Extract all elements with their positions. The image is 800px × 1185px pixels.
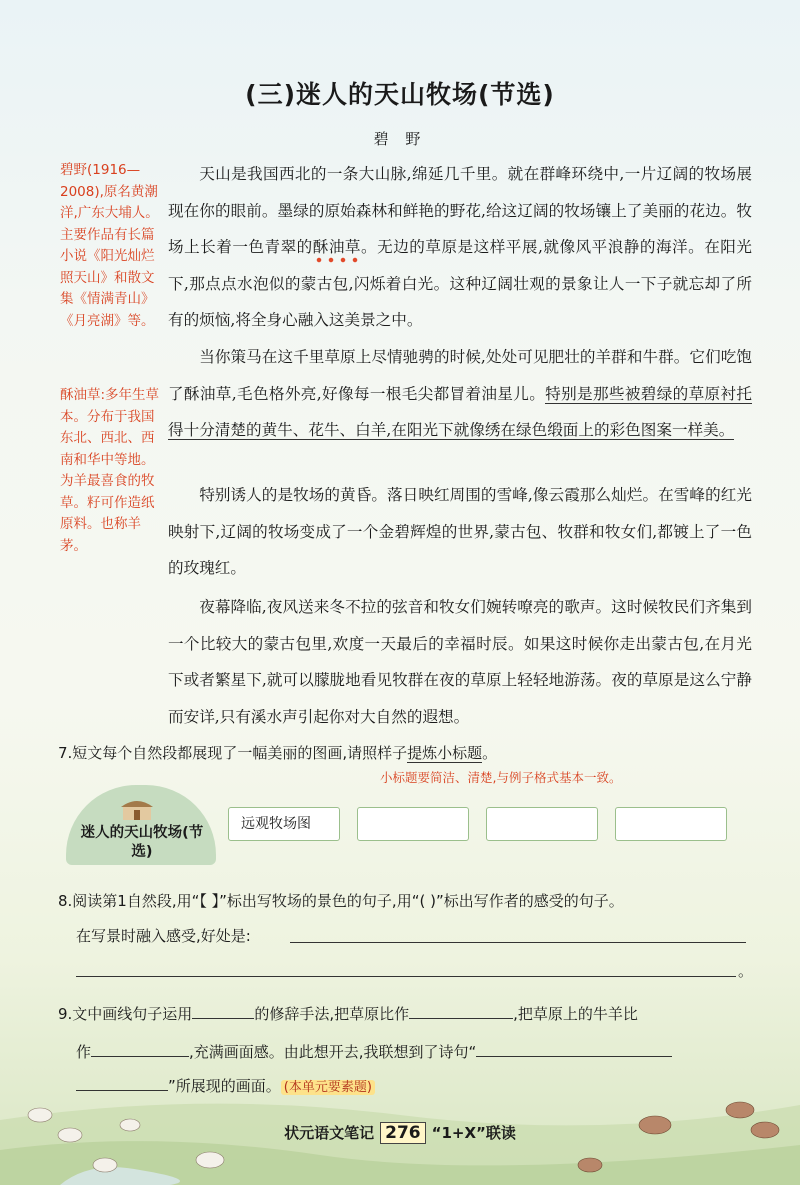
answer-box-3[interactable] bbox=[486, 807, 598, 841]
paragraph-2: 当你策马在这千里草原上尽情驰骋的时候,处处可见肥壮的羊群和牛群。它们吃饱了酥油草,毛色格外亮,好像每一根毛尖都冒着油星儿。特别是那些被碧绿的草原衬托得十分清楚的黄牛、花牛、白羊,在阳光下就像绣在绿色缎面上的彩色图案一样美。 bbox=[168, 348, 752, 439]
answer-box-4[interactable] bbox=[615, 807, 727, 841]
period: 。 bbox=[738, 962, 754, 980]
paragraph-4: 夜幕降临,夜风送来冬不拉的弦音和牧女们婉转嘹亮的歌声。这时候牧民们齐集到一个比较大的蒙古包里,欢度一天最后的幸福时辰。如果这时候你走出蒙古包,在月光下或者繁星下,就可以朦胧地看见牧群在夜的草原上轻轻地游荡。夜的草原是这么宁静而安详,只有溪水声引起你对大自然的遐想。 bbox=[168, 598, 752, 726]
blank-cattle[interactable] bbox=[91, 1041, 189, 1057]
question-8: 8.阅读第1自然段,用“【 】”标出写牧场的景色的句子,用“( )”标出写作者的感受的句子。 bbox=[58, 892, 624, 910]
author: 碧 野 bbox=[373, 130, 427, 148]
answer-line[interactable] bbox=[290, 942, 746, 943]
emphasis-word: 酥油草 bbox=[313, 238, 361, 263]
author-note: 碧野(1916—2008),原名黄潮洋,广东大埔人。主要作品有长篇小说《阳光灿烂照天山》和散文集《情满青山》《月亮湖》等。 bbox=[60, 162, 159, 329]
example-title-box: 远观牧场图 bbox=[228, 807, 340, 841]
page-footer: 状元语文笔记 276 “1+X”联读 bbox=[284, 1123, 516, 1143]
answer-box-2[interactable] bbox=[357, 807, 469, 841]
question-7-hint: 小标题要简洁、清楚,与例子格式基本一致。 bbox=[380, 770, 622, 785]
theme-card-label: 迷人的天山牧场(节选) bbox=[80, 825, 204, 860]
answer-line[interactable] bbox=[76, 976, 736, 977]
question-8-prompt: 在写景时融入感受,好处是: bbox=[76, 927, 251, 945]
yurt-icon bbox=[118, 795, 156, 821]
question-9: 9.文中画线句子运用 的修辞手法,把草原比作 ,把草原上的牛羊比 bbox=[58, 1005, 638, 1023]
paragraph-3: 特别诱人的是牧场的黄昏。落日映红周围的雪峰,像云霞那么灿烂。在雪峰的红光映射下,辽阔的牧场变成了一个金碧辉煌的世界,蒙古包、牧群和牧女们,都镀上了一色的玫瑰红。 bbox=[168, 486, 752, 577]
page-number: 276 bbox=[380, 1122, 426, 1144]
paragraph-1: 天山是我国西北的一条大山脉,绵延几千里。就在群峰环绕中,一片辽阔的牧场展现在你的眼前。墨绿的原始森林和鲜艳的野花,给这辽阔的牧场镶上了美丽的花边。牧场上长着一色青翠的酥油草。无边的草原是这样平展,就像风平浪静的海洋。在阳光下,那点点水泡似的蒙古包,闪烁着白光。这种辽阔壮观的景象让人一下子就忘却了所有的烦恼,将全身心融入这美景之中。 bbox=[168, 165, 752, 329]
blank-grassland[interactable] bbox=[409, 1003, 513, 1019]
blank-poem[interactable] bbox=[476, 1041, 672, 1057]
question-7: 7.短文每个自然段都展现了一幅美丽的图画,请照样子提炼小标题。 bbox=[58, 744, 498, 762]
question-9-line-2: 作 ,充满画面感。由此想开去,我联想到了诗句“ bbox=[76, 1041, 672, 1062]
word-note: 酥油草:多年生草本。分布于我国东北、西北、西南和华中等地。为羊最喜食的牧草。籽可作造纸原料。也称羊茅。 bbox=[60, 387, 160, 554]
page-title: (三)迷人的天山牧场(节选) bbox=[245, 80, 555, 109]
blank-rhetoric[interactable] bbox=[192, 1003, 254, 1019]
unit-element-tag: (本单元要素题) bbox=[281, 1080, 375, 1095]
underlined-sentence: 特别是那些被碧绿的草原衬托得十分清楚的黄牛、花牛、白羊,在阳光下就像绣在绿色缎面上的彩色图案一样美。 bbox=[168, 384, 752, 439]
question-9-line-3: ”所展现的画面。 (本单元要素题) bbox=[76, 1075, 375, 1096]
